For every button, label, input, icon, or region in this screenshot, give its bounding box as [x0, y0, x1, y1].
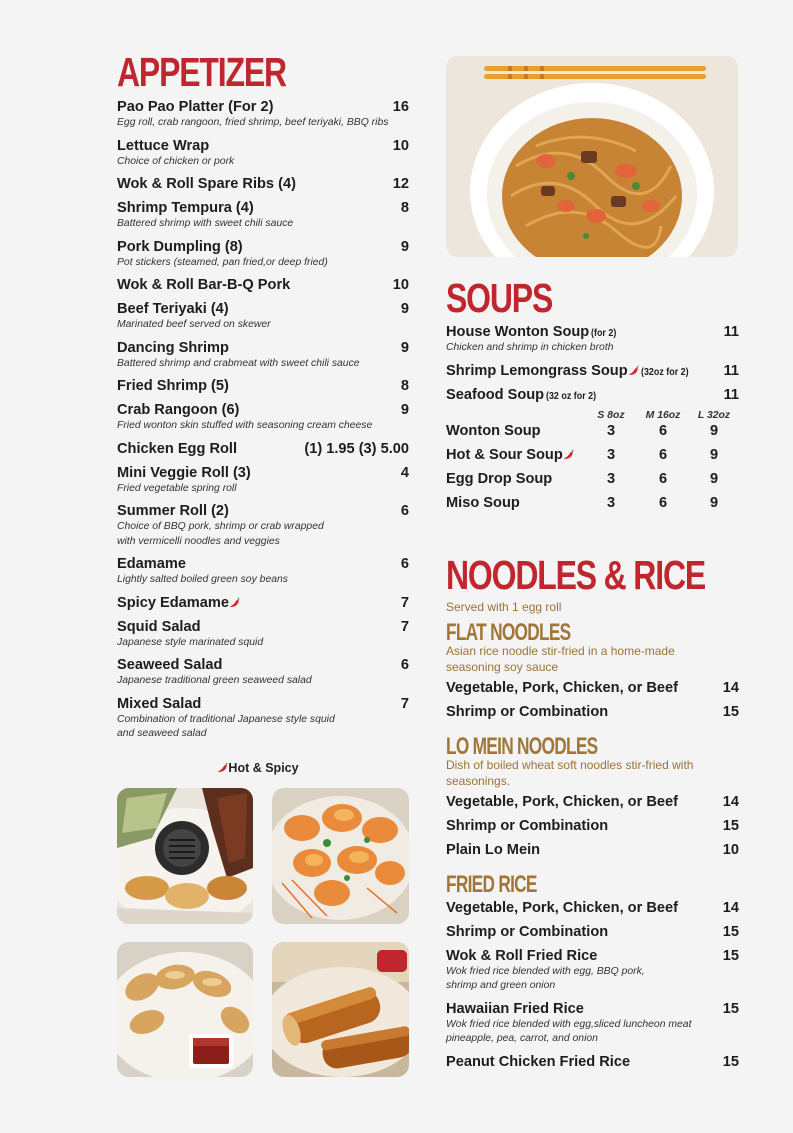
sized-soup-name — [446, 423, 585, 439]
fried-rice-list — [446, 899, 739, 1071]
menu-item-name: Squid Salad — [117, 618, 201, 635]
menu-item-name-wrap — [117, 199, 254, 217]
spare-ribs-platter-photo — [117, 788, 253, 924]
menu-item-name-wrap — [446, 817, 608, 835]
dancing-shrimp-photo — [272, 788, 409, 924]
menu-item — [446, 923, 739, 941]
menu-item — [117, 137, 409, 170]
lo-mein-list — [446, 793, 739, 859]
sized-soup-name — [446, 471, 585, 487]
menu-item-name-wrap — [117, 98, 274, 116]
soups-list — [446, 323, 739, 404]
menu-item-price: 11 — [723, 324, 739, 340]
menu-item — [117, 656, 409, 689]
spicy-legend — [107, 761, 409, 775]
appetizer-title: APPETIZER — [117, 49, 286, 95]
sized-soup-row — [446, 447, 739, 471]
menu-item-name: Spicy Edamame — [117, 594, 229, 611]
menu-item-name: Plain Lo Mein — [446, 841, 541, 858]
menu-item-row — [117, 594, 409, 612]
menu-item-name: Shrimp Tempura (4) — [117, 200, 254, 216]
menu-item-row — [117, 300, 409, 318]
menu-item-name: Seafood Soup — [446, 386, 545, 403]
menu-item-price: 7 — [400, 695, 409, 712]
menu-item-price: 9 — [400, 402, 409, 418]
egg-roll-photo — [272, 942, 409, 1077]
menu-item-name-wrap — [446, 923, 608, 941]
menu-item-name-wrap — [446, 323, 621, 341]
menu-item-name-wrap — [117, 656, 222, 674]
menu-item — [446, 386, 739, 404]
menu-item-name-wrap — [117, 175, 296, 193]
menu-item-name: Shrimp Lemongrass Soup — [446, 362, 628, 379]
menu-item — [117, 401, 409, 434]
menu-item-desc: Fried vegetable spring roll — [117, 482, 237, 494]
sized-soup-price-medium: 6 — [658, 494, 668, 511]
sized-soup-row — [446, 495, 739, 519]
menu-item — [117, 594, 409, 612]
menu-item-row — [117, 656, 409, 674]
menu-item-row — [117, 377, 409, 395]
menu-item-name: Wok & Roll Bar-B-Q Pork — [117, 277, 291, 293]
menu-item-price: 7 — [400, 594, 409, 611]
menu-item-name-wrap — [446, 362, 697, 380]
menu-item-name-wrap — [117, 464, 251, 482]
menu-item-desc: Battered shrimp with sweet chili sauce — [117, 218, 294, 229]
menu-item-name: Dancing Shrimp — [117, 339, 229, 356]
menu-item-price: 6 — [400, 503, 409, 519]
size-small-label: S 8oz — [597, 409, 625, 421]
menu-item-desc: Fried wonton skin stuffed with seasoning cream cheese — [117, 420, 373, 431]
chili-pepper-icon — [229, 597, 240, 608]
menu-item-name: Shrimp or Combination — [446, 923, 609, 940]
menu-item-name-wrap — [446, 1053, 630, 1071]
menu-item-name-wrap — [117, 594, 240, 612]
menu-item-row — [117, 238, 409, 256]
flat-noodles-list — [446, 679, 739, 721]
menu-item-row — [117, 440, 409, 458]
sized-soup-price-small: 3 — [606, 422, 616, 439]
menu-item-price: 15 — [722, 703, 739, 720]
chili-pepper-icon — [628, 365, 639, 376]
menu-item — [117, 440, 409, 458]
sized-soup-price-large: 9 — [709, 470, 719, 487]
menu-item-name: Mini Veggie Roll (3) — [117, 464, 251, 481]
menu-item-row — [117, 276, 409, 294]
menu-item-name-wrap — [117, 401, 239, 419]
sized-soup-price-small: 3 — [606, 470, 616, 487]
lo-mein-title: LO MEIN NOODLES — [446, 732, 598, 760]
menu-item — [117, 555, 409, 588]
menu-item-row — [117, 401, 409, 419]
menu-item-name: Fried Shrimp (5) — [117, 378, 229, 394]
menu-item — [446, 899, 739, 917]
menu-item-price: 15 — [722, 1053, 739, 1070]
menu-item-name: Shrimp or Combination — [446, 817, 609, 834]
menu-item-desc: Lightly salted boiled green soy beans — [117, 574, 288, 585]
menu-item-name: Mixed Salad — [117, 695, 202, 712]
menu-item-name-wrap — [117, 339, 229, 357]
menu-item-row — [446, 386, 739, 404]
menu-item — [446, 679, 739, 697]
menu-item-row — [117, 464, 409, 482]
sized-soup-row — [446, 471, 739, 495]
appetizer-list — [117, 98, 409, 742]
chili-pepper-icon — [217, 762, 228, 773]
menu-item-serving-note: (for 2) — [591, 327, 617, 339]
menu-item-row — [117, 555, 409, 573]
menu-item-row — [117, 502, 409, 520]
menu-item — [446, 841, 739, 859]
menu-item-name: Edamame — [117, 556, 186, 572]
menu-item-row — [446, 323, 739, 341]
menu-item — [117, 276, 409, 294]
spicy-legend-label: Hot & Spicy — [228, 760, 299, 775]
lo-mein-desc: Dish of boiled wheat soft noodles stir-fried with seasonings. — [446, 757, 694, 788]
sized-soup-price-large: 9 — [709, 494, 719, 511]
flat-noodles-desc: Asian rice noodle stir-fried in a home-made seasoning soy sauce — [446, 643, 675, 674]
menu-item-name-wrap — [446, 947, 597, 965]
menu-item-row — [446, 793, 739, 811]
menu-item-price: 8 — [400, 378, 409, 394]
menu-item-desc: Choice of chicken or pork — [117, 155, 235, 167]
egg-roll-note: Served with 1 egg roll — [446, 599, 562, 614]
menu-item-price: 9 — [400, 301, 409, 317]
menu-item-name: Wok & Roll Spare Ribs (4) — [117, 176, 296, 192]
menu-item — [117, 339, 409, 372]
menu-item — [117, 238, 409, 271]
menu-item-row — [117, 98, 409, 116]
menu-item-desc: and seaweed salad — [117, 728, 207, 739]
menu-item-name-wrap — [446, 679, 678, 697]
menu-item — [117, 695, 409, 742]
menu-item-name-wrap — [117, 276, 290, 294]
menu-item-desc: shrimp and green onion — [446, 980, 556, 991]
menu-item — [117, 199, 409, 232]
menu-item-price: 6 — [400, 657, 409, 673]
menu-item-name-wrap — [117, 377, 229, 395]
menu-item-desc: Wok fried rice blended with egg,sliced luncheon meat — [446, 1018, 692, 1030]
menu-item-price: 4 — [400, 464, 409, 481]
menu-item-price: 15 — [722, 923, 739, 940]
sized-soup-name-text: Egg Drop Soup — [446, 470, 553, 487]
sized-soup-name — [446, 495, 585, 511]
menu-item-price: 11 — [723, 362, 739, 379]
menu-item-row — [446, 679, 739, 697]
menu-item-name-wrap — [117, 502, 229, 520]
menu-item-name-wrap — [117, 618, 201, 636]
sized-soups-list — [446, 423, 739, 519]
sized-soup-price-medium: 6 — [658, 446, 668, 463]
size-medium-label: M 16oz — [645, 409, 681, 421]
sized-soup-price-small: 3 — [606, 446, 616, 463]
menu-item-desc: Japanese style marinated squid — [117, 636, 264, 648]
sized-soup-price-small: 3 — [606, 494, 616, 511]
menu-item-serving-note: (32oz for 2) — [640, 365, 689, 378]
menu-item-name: Vegetable, Pork, Chicken, or Beef — [446, 679, 678, 696]
menu-item — [446, 947, 739, 994]
sized-soup-price-medium: 6 — [658, 422, 668, 439]
appetizer-section — [117, 49, 409, 775]
menu-item-name: Vegetable, Pork, Chicken, or Beef — [446, 793, 678, 810]
menu-item — [446, 1053, 739, 1071]
menu-item-name: Lettuce Wrap — [117, 137, 210, 154]
menu-item-desc: Egg roll, crab rangoon, fried shrimp, beef teriyaki, BBQ ribs — [117, 117, 389, 128]
menu-item-desc: Marinated beef served on skewer — [117, 319, 271, 330]
menu-item-desc: pineapple, pea, carrot, and onion — [446, 1033, 598, 1044]
menu-item-row — [446, 362, 739, 380]
menu-item — [446, 703, 739, 721]
menu-item-price: 14 — [722, 899, 739, 916]
menu-item-name: Beef Teriyaki (4) — [117, 301, 229, 317]
sized-soup-name-text: Wonton Soup — [446, 422, 541, 439]
menu-item-desc: Choice of BBQ pork, shrimp or crab wrapped — [117, 521, 324, 532]
menu-item — [446, 1000, 739, 1047]
menu-item-row — [446, 1000, 739, 1018]
menu-item-price: 16 — [392, 99, 409, 115]
menu-item-name-wrap — [117, 555, 186, 573]
menu-item — [117, 502, 409, 549]
menu-item — [117, 98, 409, 131]
menu-item-name: Pao Pao Platter (For 2) — [117, 99, 274, 115]
menu-item-row — [446, 923, 739, 941]
sized-soup-price-large: 9 — [709, 446, 719, 463]
menu-item-row — [446, 817, 739, 835]
menu-item-row — [117, 137, 409, 155]
menu-item — [117, 377, 409, 395]
menu-item-name-wrap — [446, 1000, 584, 1018]
menu-item-name: Crab Rangoon (6) — [117, 402, 240, 418]
menu-item-price: 8 — [400, 200, 409, 216]
menu-item — [117, 175, 409, 193]
menu-item-desc: Battered shrimp and crabmeat with sweet chili sauce — [117, 357, 360, 369]
menu-item-price: 11 — [723, 386, 739, 403]
menu-item-name: Pork Dumpling (8) — [117, 238, 243, 255]
soups-title: SOUPS — [446, 275, 553, 321]
menu-item-serving-note: (32 oz for 2) — [546, 389, 597, 402]
menu-item-name-wrap — [446, 793, 678, 811]
menu-item-price: 12 — [392, 176, 409, 192]
sized-soup-name-text: Hot & Sour Soup — [446, 446, 563, 463]
menu-item-price: 9 — [400, 238, 409, 255]
menu-item-name-wrap — [446, 841, 540, 859]
menu-item-row — [446, 947, 739, 965]
menu-item-price: 6 — [400, 556, 409, 572]
menu-item-price: 15 — [722, 817, 739, 834]
pork-dumpling-photo — [117, 942, 253, 1077]
menu-item-row — [117, 199, 409, 217]
noodle-bowl-photo — [446, 56, 738, 257]
menu-item-desc: Japanese traditional green seaweed salad — [117, 675, 312, 686]
sized-soup-price-large: 9 — [709, 422, 719, 439]
menu-item-name: Wok & Roll Fried Rice — [446, 947, 598, 964]
menu-item-row — [117, 695, 409, 713]
menu-item-desc: Pot stickers (steamed, pan fried,or deep fried) — [117, 256, 328, 268]
menu-item-price: 14 — [722, 679, 739, 696]
menu-item-price: 7 — [400, 618, 409, 635]
sized-soup-name — [446, 447, 585, 463]
menu-item-price: 10 — [722, 841, 739, 858]
sized-soup-price-medium: 6 — [658, 470, 668, 487]
menu-item — [117, 618, 409, 651]
menu-item-name-wrap — [117, 300, 229, 318]
soup-size-header — [446, 410, 739, 421]
menu-item-name: Summer Roll (2) — [117, 503, 229, 519]
menu-item — [446, 362, 739, 380]
menu-item-row — [446, 1053, 739, 1071]
menu-item-desc: Combination of traditional Japanese style squid — [117, 713, 335, 725]
flat-noodles-title: FLAT NOODLES — [446, 618, 571, 646]
sized-soup-row — [446, 423, 739, 447]
menu-item — [117, 464, 409, 497]
menu-item-price: 10 — [392, 277, 409, 293]
menu-item-name-wrap — [446, 899, 678, 917]
menu-item-row — [446, 703, 739, 721]
menu-item-row — [117, 175, 409, 193]
menu-item-name-wrap — [117, 137, 209, 155]
menu-item-name-wrap — [446, 386, 605, 404]
menu-item-name: Chicken Egg Roll — [117, 440, 238, 457]
menu-item-name: Peanut Chicken Fried Rice — [446, 1053, 631, 1070]
menu-item — [446, 817, 739, 835]
right-column — [446, 56, 739, 1077]
menu-item-name: Shrimp or Combination — [446, 703, 609, 720]
menu-item-name: House Wonton Soup — [446, 324, 590, 340]
size-large-label: L 32oz — [697, 409, 731, 421]
menu-item-row — [117, 618, 409, 636]
menu-item-desc: with vermicelli noodles and veggies — [117, 535, 280, 547]
menu-item-price: 10 — [392, 137, 409, 154]
menu-item-row — [446, 841, 739, 859]
menu-item — [446, 323, 739, 356]
menu-item-row — [446, 899, 739, 917]
menu-item-price: 15 — [722, 1000, 739, 1017]
menu-item-name: Hawaiian Fried Rice — [446, 1000, 584, 1017]
sized-soup-name-text: Miso Soup — [446, 494, 520, 511]
menu-item-name-wrap — [117, 440, 237, 458]
menu-item-desc: Chicken and shrimp in chicken broth — [446, 342, 614, 353]
menu-item-row — [117, 339, 409, 357]
noodles-rice-title: NOODLES & RICE — [446, 551, 706, 598]
menu-item-price: (1) 1.95 (3) 5.00 — [304, 440, 409, 457]
menu-item-price: 9 — [400, 339, 409, 356]
menu-item-name-wrap — [117, 238, 243, 256]
menu-item-price: 14 — [722, 793, 739, 810]
chili-pepper-icon — [563, 449, 574, 460]
menu-item-price: 15 — [722, 947, 739, 964]
menu-item-name: Vegetable, Pork, Chicken, or Beef — [446, 899, 678, 916]
fried-rice-title: FRIED RICE — [446, 870, 537, 898]
menu-item — [446, 793, 739, 811]
menu-item-name-wrap — [117, 695, 201, 713]
menu-item-desc: Wok fried rice blended with egg, BBQ pork, — [446, 965, 645, 977]
menu-item-name: Seaweed Salad — [117, 657, 223, 673]
menu-item — [117, 300, 409, 333]
menu-item-name-wrap — [446, 703, 608, 721]
